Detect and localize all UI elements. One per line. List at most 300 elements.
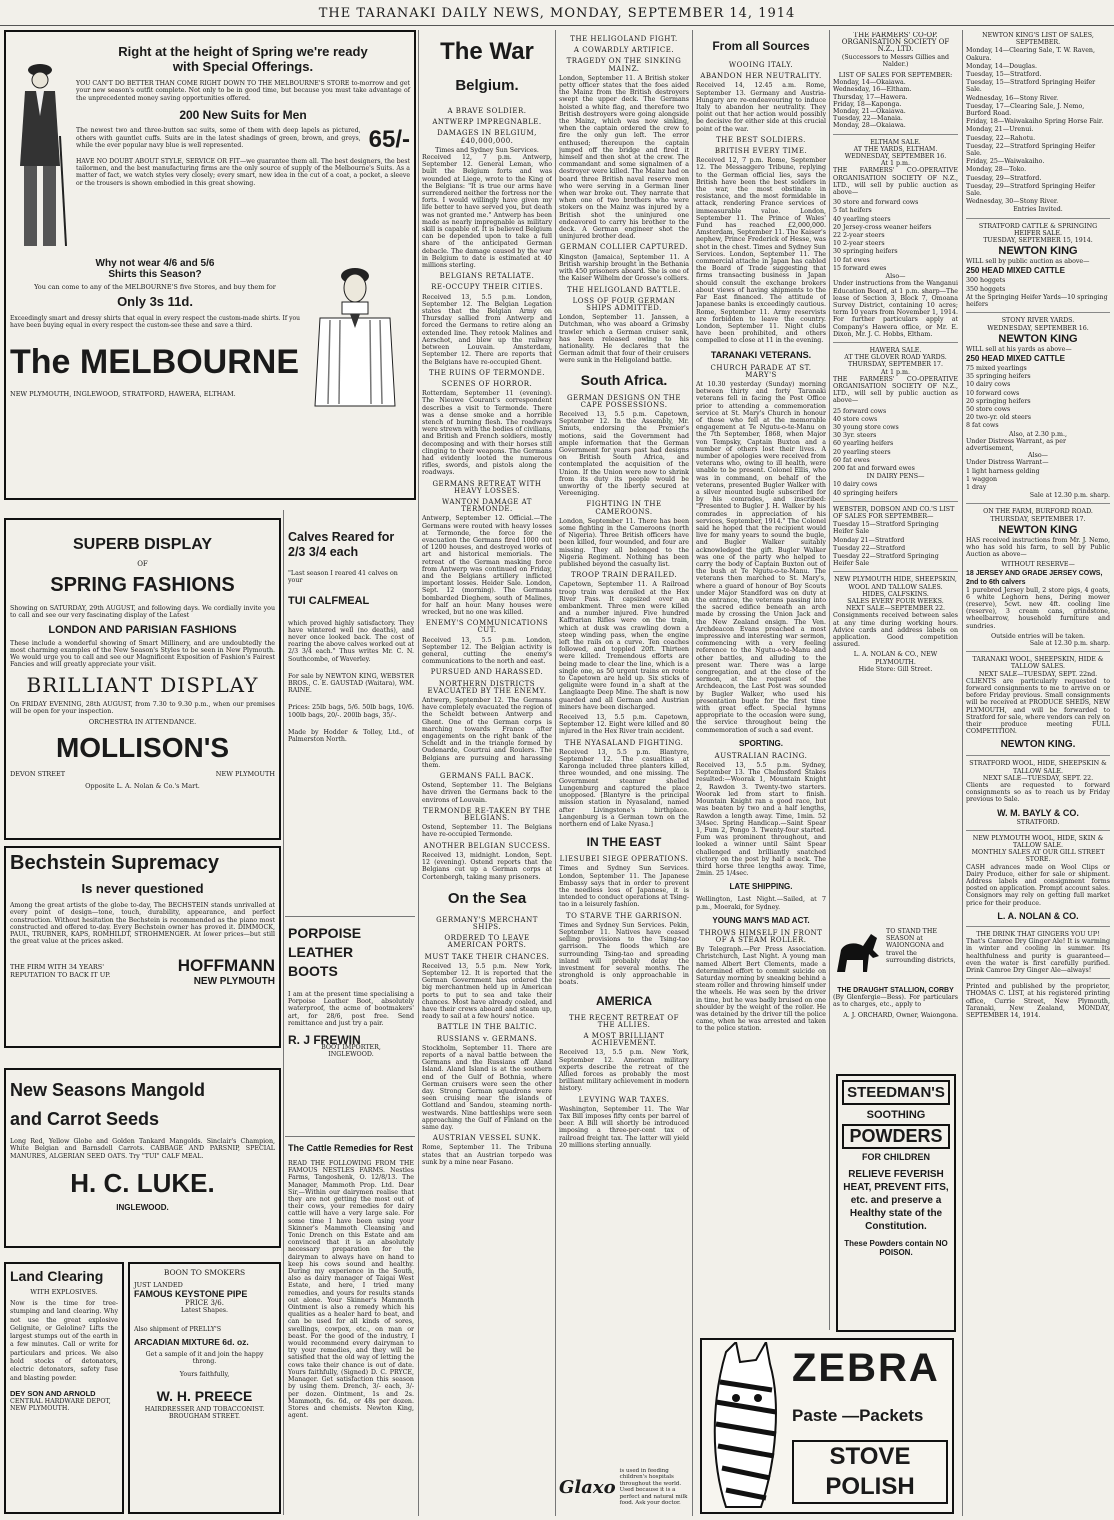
eltham-at: At 1 p.m. xyxy=(881,160,910,168)
war-another: ANOTHER BELGIAN SUCCESS. xyxy=(423,841,551,850)
glaxo-logo: Glaxo xyxy=(559,1476,616,1498)
farm-title: ON THE FARM, BURFORD ROAD. xyxy=(983,508,1093,516)
eltham-also-text: Under instructions from the Wanganui Education Board, at 1 p.m. sharp—The lease of Section 3, Block 7, Omoana Survey District, containing 10 acres; term 10 years from November 1, 1914. For further particulars apply at Company's Hawera office, or Mr. E. Dixon, Mr. J. C. Hobbs, Eltham. xyxy=(833,280,958,338)
frewin-title-3: BOOTS xyxy=(288,963,338,979)
luke-town: INGLEWOOD. xyxy=(116,1202,169,1212)
col3-starve: TO STARVE THE GARRISON. xyxy=(565,911,683,920)
column-5 xyxy=(696,32,826,1322)
bayly-town: STRATFORD. xyxy=(1016,818,1060,826)
stallion-text-2: THE DRAUGHT STALLION, CORBY xyxy=(837,987,954,994)
melbourne-headline-2: with Special Offerings. xyxy=(172,59,314,74)
mollison-town: NEW PLYMOUTH xyxy=(215,770,275,779)
nk-also: Also, at 2.30 p.m., xyxy=(1009,430,1067,438)
shirts-text: You can come to any of the MELBOURNE'S five Stores, and buy them for xyxy=(34,283,276,291)
stock-5: 10 2-year steers xyxy=(833,240,885,248)
war-austrian: AUSTRIAN VESSEL SUNK. xyxy=(432,1134,542,1143)
stock-7: 10 fat ewes xyxy=(833,256,870,264)
col3-liesubei: LIESUBEI SIEGE OPERATIONS. xyxy=(559,855,689,864)
luke-name: H. C. LUKE. xyxy=(70,1167,215,1198)
dairy-0: 10 dairy cows xyxy=(833,481,878,489)
young-heading: YOUNG MAN'S MAD ACT. xyxy=(712,915,810,925)
clearing-depot: CENTRAL HARDWARE DEPOT, NEW PLYMOUTH. xyxy=(10,1397,111,1412)
mollison-street: DEVON STREET xyxy=(10,770,66,779)
col3-body-4: Received 13, 5.5 p.m. Capetown, September 12. In the Assembly, Mr. Smuts, endorsing the Premier's motions, said the Government had ample information that the German Government for years past had designs on British South Africa, and contemplated the acquisition of the Union. If the Union were now to shrink from its duty its people would be unworthy of the liberty secured at Vereeniging. xyxy=(559,410,689,498)
farmers-sale-0: Monday, 14—Okaiawa. xyxy=(833,79,906,87)
hawera-at: At 1 p.m. xyxy=(881,368,910,376)
wool-next: NEXT SALE—TUESDAY, SEPT. 22nd. xyxy=(978,670,1098,678)
col3-body-6: Capetown, September 11. A Railroad troop train was derailed at the Hex River Pass. It capsized over an embankment. Three men were killed and a number injured. Five hundred Kaffrarian Rifles were on the train, which at dusk was crawling down a steep winding pass, when the engine left the rails on a curve. Ten coaches followed, and toppled 20ft. Thirteen were killed. Tremendous efforts are being made to clear the line, which is a single one, as 50 urgent trains en route to Capetown are held up. Six sticks of gelignite were found in a shaft at the Langlaagte Deep Mine. The shaft is now guarded and all German and Austrian miners have been discharged. xyxy=(559,581,689,711)
farm-thu: THURSDAY, SEPTEMBER 17. xyxy=(990,515,1086,523)
clearing-with: WITH EXPLOSIVES. xyxy=(30,1288,98,1296)
nk-without: WITHOUT RESERVE— xyxy=(1001,561,1075,569)
np-wool: NEW PLYMOUTH WOOL, HIDE, SKIN & TALLOW SALE. xyxy=(972,834,1104,850)
war-antwerp: ANTWERP IMPREGNABLE. xyxy=(432,118,542,127)
clearing-body: Now is the time for tree-stumping and land clearing. Why not use the great explosive Gelignite, or Geloline? Lifts the largest stumps out of the earth in a few minutes. Call or write for particulars and prices. We also hold stocks of detonators, electric detonators, safety fuse and blasting powder. xyxy=(10,1300,118,1382)
col3-designs: GERMAN DESIGNS ON THE CAPE POSSESSIONS. xyxy=(566,393,682,409)
nk-outside: Outside entries will be taken. xyxy=(990,632,1086,640)
sources-heading: From all Sources xyxy=(712,39,810,53)
nk-sale-13: Tuesday, 29—Stratford Springing Heifer Sale. xyxy=(966,182,1096,198)
war-body-4: Antwerp, September 12. Official.—The Germans were routed with heavy losses at Termonde, the force for the evacuation the Germans fired 1000 out of 1200 houses, and destroyed works of art and historical memorials. The retreat of the German masking force from Antwerp was continued on Friday, and the Belgians artillery inflicted important losses. Heider Sale. London, Sept. 12 (morning). The Germans bombarded Dieghem, south of Malines, for half an hour. Many houses were wrecked, but no one was killed. xyxy=(422,515,552,616)
preece-title: BOON TO SMOKERS xyxy=(163,1268,246,1277)
preece-also: Also shipment of PRELLY'S xyxy=(134,1326,222,1333)
nk-springer: At the Springing Heifer Yards—10 springing heifers xyxy=(966,293,1108,309)
np-gill: Hide Store: Gill Street. xyxy=(858,665,933,673)
nk-sale-1: Monday, 14—Douglas. xyxy=(966,62,1038,70)
steedman-brand: STEEDMAN'S xyxy=(842,1080,950,1105)
nk-distress-2: Under Distress Warrant— xyxy=(966,459,1049,467)
col3-heligoland: THE HELIGOLAND FIGHT. xyxy=(570,35,678,43)
webster-3: Tuesday 22—Stratford Springing Heifer Sale xyxy=(833,553,939,568)
nk-text-2: WILL sell at his yards as above— xyxy=(966,345,1072,353)
stock-8: 15 forward ewes xyxy=(833,264,887,272)
stock-4: 22 2-year steers xyxy=(833,232,885,240)
np-nolan: L. A. NOLAN & CO., NEW PLYMOUTH. xyxy=(853,651,938,666)
horse-icon xyxy=(833,928,883,984)
bechstein-body: Among the great artists of the globe to-day, The BECHSTEIN stands unrivalled at every point of design—tone, touch, durability, appearance, and perfect construction. Without hesitation the Bechstein is recommended as the piano most constructed and offered to-day. Every Bechstein owner has proved it. DIMMOCK, PAUL, TRUBNER, KAPS, ROMHILDT, STROHMENGER. At lower prices—but still the great value at the prices asked. xyxy=(10,902,275,946)
mollison-orchestra: ORCHESTRA IN ATTENDANCE. xyxy=(88,718,197,727)
shirt-man-illustration xyxy=(300,258,410,408)
nk-sale-3: Tuesday, 15—Stratford Springing Heifer Sale. xyxy=(966,79,1096,94)
nk-mixed-0: 300 hoggets xyxy=(966,277,1006,285)
nk-mixed-1: 350 hoggets xyxy=(966,285,1006,293)
war-body-12: Rome, September 11. The Tribuna states that an Austrian torpedo was sunk by a mine near Fasano. xyxy=(422,1144,552,1166)
bechstein-seller-town: NEW PLYMOUTH xyxy=(193,975,275,987)
np-hide: NEW PLYMOUTH HIDE, SHEEPSKIN, WOOL AND TALLOW SALES. xyxy=(834,576,957,591)
nolan-name: L. A. NOLAN & CO. xyxy=(997,910,1079,921)
col3-levying: LEVYING WAR TAXES. xyxy=(578,1095,670,1104)
preece-ad xyxy=(128,1262,281,1514)
farmers-2: THE FARMERS' CO-OPERATIVE ORGANISATION SOCIETY OF N.Z., LTD., will sell by public auction as above— xyxy=(833,167,958,197)
column-4 xyxy=(559,32,689,1437)
calves-prices: Prices: 25lb bags, 5/6. 50lb bags, 10/6. 100lb bags, 20/-. 200lb bags, 35/-. xyxy=(288,704,414,719)
luke-body: Long Red, Yellow Globe and Golden Tankard Mangolds. Sinclair's Champion, White Belgian and Barnsdell Carrots. CABBAGE AND PARSNIP, SPECIAL MANURES, ALGERIAN SEED OATS. Try "TUI" CALF MEAL. xyxy=(10,1138,275,1160)
bechstein-firm: THE FIRM WITH 34 YEARS' REPUTATION TO BACK IT UP. xyxy=(10,963,111,980)
preece-price: PRICE 3/6. xyxy=(185,1299,224,1307)
war-retaliate: BELGIANS RETALIATE. xyxy=(439,272,535,281)
col3-battle: THE HELIGOLAND BATTLE. xyxy=(566,285,681,294)
mollison-london: LONDON AND PARISIAN FASHIONS xyxy=(48,623,237,636)
sporting-heading: SPORTING. xyxy=(738,738,783,748)
veterans-heading: TARANAKI VETERANS. xyxy=(710,349,812,360)
preece-landed: JUST LANDED xyxy=(134,1281,183,1289)
nk-name-3: NEWTON KING xyxy=(998,523,1078,536)
stock2-7: 200 fat and forward ewes xyxy=(833,464,915,472)
war-pursued: PURSUED AND HARASSED. xyxy=(430,668,544,677)
suits-price: 65/- xyxy=(368,125,410,153)
eltham-wed: WEDNESDAY, SEPTEMBER 16. xyxy=(844,153,947,161)
col3-body-3: London, September 11. Janssen, a Dutchman, who was aboard a Grimsby trawler which a German cruiser sank, has been released owing to his nationality. He declares that the German admit that four of their cruisers were sunk in the Heligoland battle. xyxy=(559,314,689,365)
nk-list2-2: 10 dairy cows xyxy=(966,381,1011,389)
frewin-name: R. J FREWIN xyxy=(288,1033,361,1048)
nk-sale-5: Tuesday, 17—Clearing Sale, J. Nemo, Burford Road. xyxy=(966,102,1085,118)
frewin-town: INGLEWOOD. xyxy=(328,1051,374,1059)
war-merchant: GERMANY'S MERCHANT SHIPS. xyxy=(436,915,538,931)
col4-racing: AUSTRALIAN RACING. xyxy=(714,751,808,760)
mollison-of: OF xyxy=(137,560,148,568)
farmers-list: LIST OF SALES FOR SEPTEMBER: xyxy=(838,72,953,80)
glaxo-text: is used in feeding children's hospitals throughout the world. Used because it is a perfect and natural milk food. Ask your doctor. xyxy=(619,1467,688,1506)
np-next: NEXT SALE—SEPTEMBER 22. xyxy=(845,605,946,613)
col3-body-11: Received 13, 5.5 p.m. New York, September 12. American military experts describe the retreat of the Allied forces as probably the most brilliant military achievement in modern history. xyxy=(559,1049,689,1093)
nk-sale-14: Wednesday, 30—Stony River. xyxy=(966,198,1059,206)
zebra-brand: ZEBRA xyxy=(792,1346,940,1390)
nk-name-2: NEWTON KING xyxy=(998,332,1078,345)
stock-3: 20 Jersey-cross weaner heifers xyxy=(833,223,932,231)
cattle-ad xyxy=(288,1142,414,1514)
war-body-7: Ostend, September 11. The Belgians have driven the Germans back to the environs of Louvain. xyxy=(422,782,552,804)
nk-text-1: WILL sell by public auction as above— xyxy=(966,258,1090,266)
farmers-sale-4: Monday, 21—Okaiawa. xyxy=(833,108,906,116)
stock2-4: 60 yearling heifers xyxy=(833,440,894,448)
col3-body-8: Received 13, 5.5 p.m. Blantyre, September 12. The casualties at Karonga included three planters killed, three wounded, and one missing. The Government steamer shelled Lungenburg and captured the place unopposed. [Blantyre is the principal mission station in Nyasaland, named after Livingstone's birthplace. Langenburg is a German town on the northern end of Lake Nyasa.] xyxy=(559,748,689,828)
col3-body-7: Received 13, 5.5 p.m. Capetown, September 12. Eight were killed and 80 injured in the Hex River train accident. xyxy=(559,714,689,736)
nk-sale-at: Sale at 12.30 p.m. sharp. xyxy=(1029,492,1110,500)
bechstein-subtitle: Is never questioned xyxy=(81,881,204,896)
nk-jersey: 18 JERSEY AND GRADE JERSEY COWS, 2nd to 6th calvers xyxy=(966,569,1103,586)
hawera-glover: AT THE GLOVER ROAD YARDS. xyxy=(844,354,947,362)
war-damages: DAMAGES IN BELGIUM, £40,000,000. xyxy=(437,129,537,145)
nk-sale-8: Tuesday, 22—Rahotu. xyxy=(966,134,1036,142)
zebra-head-icon xyxy=(706,1342,786,1512)
mollison-name: MOLLISON'S xyxy=(55,732,230,764)
war-body-5: Received 13, 5.5 p.m. London, September 12. The Belgian activity is general, cutting the enemy's communications to the north and east. xyxy=(422,636,552,666)
nk-distress: Under Distress Warrant, as per advertisement, xyxy=(966,437,1066,452)
war-termonde: TERMONDE RE-TAKEN BY THE BELGIANS. xyxy=(423,806,551,823)
stock-2: 40 yearling steers xyxy=(833,215,891,223)
america-heading: AMERICA xyxy=(596,993,652,1008)
wool-clients: CLIENTS are particularly requested to forward consignments to me to arrive on or before Friday previous. Small consignments will be received at PRODUCE SHEDS, NEW PLYMOUTH, and will be forwarded to Stratford for sale, where vendors can rely on their produce meeting FULL COMPETITION. xyxy=(966,677,1110,736)
frewin-ad xyxy=(288,924,414,1094)
zebra-ad xyxy=(700,1338,954,1514)
calves-quote: "Last season I reared 41 calves on your xyxy=(288,570,398,585)
col3-cowardly: A COWARDLY ARTIFICE. xyxy=(573,46,675,55)
service-text: HAVE NO DOUBT ABOUT STYLE, SERVICE OR FIT—we guarantee them all. The best designers, the best tailormen, and the best manufacturing firms are the only source of supply of the Melbourne's Suits. As a matter of fact, we watch styles very closely; every smart, new idea in the cut of a coat, a pocket, a sleeve or the trousers is shown embodied in this great showing. xyxy=(76,157,410,187)
mollison-evening: On FRIDAY EVENING, 28th AUGUST, from 7.30 to 9.30 p.m., when our premises will be open for your inspection. xyxy=(10,700,275,716)
hawera-sale: HAWERA SALE. xyxy=(869,346,922,354)
col4-time: BRITISH EVERY TIME. xyxy=(714,147,808,156)
nk-sale-6: Friday, 18—Waiwakaiho Spring Horse Fair. xyxy=(966,118,1104,126)
col3-body-2: Kingston (Jamaica), September 11. A British warship brought in the Bethania with 450 prisoners aboard. She is one of the Kaiser Wilhelm der Grosse's colliers. xyxy=(559,253,689,283)
nk-sale-0: Monday, 14—Clearing Sale, T. W. Raven, Oakura. xyxy=(966,47,1095,62)
preece-yours: Yours faithfully, xyxy=(179,1371,230,1378)
nk-list2-7: 8 fat cows xyxy=(966,422,999,430)
suits-heading: 200 New Suits for Men xyxy=(179,107,307,122)
farmers-title: THE FARMERS' CO-OP. ORGANISATION SOCIETY OF N.Z., LTD. xyxy=(841,32,950,54)
melbourne-brand: The MELBOURNE xyxy=(10,343,299,381)
col4-body-5: Wellington, Last Night.—Sailed, at 7 p.m., Moeraki, for Sydney. xyxy=(696,896,826,911)
webster-0: Tuesday 15—Stratford Springing Heifer Sale xyxy=(833,521,939,536)
stock-0: 30 store and forward cows xyxy=(833,199,919,207)
war-column xyxy=(422,32,552,1514)
nk-name-4: NEWTON KING. xyxy=(1000,739,1076,751)
nk-also-2: Also— xyxy=(1028,452,1048,460)
clearing-name: DEY SON AND ARNOLD xyxy=(10,1388,96,1398)
stratford-title: STRATFORD CATTLE & SPRINGING HEIFER SALE. xyxy=(978,222,1098,237)
col3-body-5: London, September 11. There has been some fighting in the Cameroons (north of Nigeria). Three British officers have been killed, four wounded, and four are missing. They all belonged to the Nigeria Regiment. Nothing has been published beyond the casualty list. xyxy=(559,517,689,568)
mollison-title-2: SPRING FASHIONS xyxy=(50,574,235,596)
melbourne-headline-1: Right at the height of Spring we're ready xyxy=(118,44,368,59)
col3-troop: TROOP TRAIN DERAILED. xyxy=(570,571,678,580)
clearing-ad xyxy=(4,1262,124,1514)
stallion-orchard: A. J. ORCHARD, Owner, Waiongona. xyxy=(843,1011,958,1019)
zebra-polish: STOVE POLISH xyxy=(792,1440,948,1504)
mollison-ad xyxy=(4,518,281,840)
cattle-body: READ THE FOLLOWING FROM THE FAMOUS NESTLES FARMS. Nestles Farms, Tangoshenk, O. 12/8/13. The Manager, Mammoth Prop. Ltd. Dear Sir,—Within our dairymen realise that they are not getting the most out of their cows, your remedies for dairy cattle will have a very large sale. For some time I have been using your Skinner's Mammoth Cleansing and Tonic Drench on this Estate and am convinced that it is an absolutely necessary preparation for the dairyman to always have on hand to keep his cows sound and healthy. During my experience in the South, also as dairy manager of Taigai West Estate, and here, I tried many remedies, and yours for results stands out alone. Your Skinner's Mammoth Ointment is also a remedy which his qualities as a healer hard to beat, and can be used for all kinds of sores, swellings, cowpox, etc., on man or beast. For the good of the industry, I would recommend every dairyman to try your remedies, and they will be satisfied that the old way of letting the cows take their chance is out of date. Yours faithfully, (Signed) D. C. PRYCE, Manager. Get satisfaction this season by using them. Drench, 3/- each, 3/- per dozen. Ointment, 1s and 2s. Mammoth, 6s. 6d., or 48s per dozen. Stores and chemists. Newton King, agent. xyxy=(288,1160,414,1420)
stock2-1: 40 store cows xyxy=(833,415,878,423)
nk-dw-2: 1 dray xyxy=(966,483,987,491)
nk-list2-3: 10 forward cows xyxy=(966,389,1020,397)
suits-text: The newest two and three-button sac suits, some of them with deep lapels as pictured, others with gauntlet cuffs. Suits are in the latest shadings of green, brown, and greys, while the ever popular navy blue is well represented. xyxy=(76,127,361,150)
war-horror: SCENES OF HORROR. xyxy=(441,379,533,388)
war-body-3: Rotterdam, September 11 (evening). The Nieuwe Courant's correspondent describes a visit to Termonde. There was a dense smoke and a horrible stench of burning flesh. The roadways were strewn with the bodies of civilians, and British and French soldiers, mostly decomposing and with their horses still clinging to their weapons. The Germans had evidently looted the numerous rifles, swords, and pistols along the roadways. xyxy=(422,390,552,477)
war-recoupy: RE-OCCUPY THEIR CITIES. xyxy=(431,283,543,292)
nk-list2-1: 35 springing heifers xyxy=(966,373,1031,381)
farmers-sale-1: Wednesday, 16—Eltham. xyxy=(833,86,912,94)
steedman-children: FOR CHILDREN xyxy=(862,1152,930,1162)
webster-2: Tuesday 22—Stratford xyxy=(833,544,906,552)
stock-1: 5 fat heifers xyxy=(833,207,872,215)
preece-pipe: FAMOUS KEYSTONE PIPE xyxy=(134,1289,248,1299)
col3-body-1: London, September 11. A British stoker petty officer states that the foes aided the Mainz from the British destroyers swept the upper deck. The Germans hoisted a white flag, and therefore two British destroyers were going alongside the Mainz, which was now sinking, when the captain ordered the crew to fire the only gun left. The error enthused; thereupon the captain jumped off the bridge and fired it himself and then shot at the crew. The commandant and some signalmen of a destroyer were killed. The Mainz had on board three British naval reserve men who were serving in a German liner when war broke out. They narrate that when one of two brothers who were stokers on the Mainz was injured by a British shot the uninjured one endeavored to carry his brother to the deck. A German engineer shot the uninjured brother dead. xyxy=(559,74,689,241)
calves-sale: For sale by NEWTON KING, WEBSTER BROS., C. E. GAUSTAD (Waitara), WM. RAINE. xyxy=(288,672,414,695)
nk-sale-2: Tuesday, 15—Stratford. xyxy=(966,71,1042,79)
war-brave: A BRAVE SOLDIER. xyxy=(447,107,527,115)
column-7 xyxy=(966,32,1110,1512)
col3-body-12: Washington, September 11. The War Tax Bill imposes fifty cents per barrel of beer. A Bill will shortly be introduced imposing a three-per-cent tax of railroad freight tax. The latter will yield 20 millions sterling annually. xyxy=(559,1105,689,1149)
war-russians: RUSSIANS v. GERMANS. xyxy=(436,1034,538,1043)
war-body-10: Received 13, 5.5 p.m. New York, September 12. It is reported that the German Government has ordered the big merchantmen held up in American ports to put to sea and take their chances. Most have already coaled, and have their crews aboard and steam up, ready to sail at a few hours' notice. xyxy=(422,962,552,1021)
farmers-sale-6: Monday, 28—Okaiawa. xyxy=(833,122,906,130)
col4-body-6: By Telegraph.—Per Press Association. Christchurch, Last Night. A young man named Albert Bert Clements, made a determined effort to commit suicide on Saturday morning by sneaking behind a steam roller and throwing himself under the wheels. He was seen by the driver in time, but he was badly bruised on one shoulder by the weight of the roller. He was detained by the driver till the police came, when he was arrested and taken to the police station. xyxy=(696,946,826,1033)
drink-text: That's Camroe Dry Ginger Ale! It is warming in winter and cooling in summer. Its healthfulness and purity is guaranteed—even the water is first carefully purified. Drink Camroe Dry Ginger Ale—always! xyxy=(966,938,1110,974)
mollison-brilliant: BRILLIANT DISPLAY xyxy=(26,672,259,697)
col3-loss: LOSS OF FOUR GERMAN SHIPS ADMITTED. xyxy=(572,296,676,312)
bechstein-ad xyxy=(4,846,281,1048)
col4-body-4: Received 13, 5.5 p.m. Sydney, September 13. The Chelmsford Stakes resulted:—Woorak 1, Mountain Knight 2, Rawdon 3. Twenty-two starters. Woorak led from start to finish. Mountain Knight ran a good race, but was beaten by two and a half lengths, Rawdon a length away. Time, 1min. 52 3/4sec. Spring Handicap.—Saint Spear 1, Fum 2, Pongo 3. Twenty-four started. Fum was prominent throughout, and looked a winner until Saint Spear challenged and brilliantly snatched victory on the post by half a neck. The third horse three lengths away. Time, 2min. 25 1/4sec. xyxy=(696,762,826,878)
bechstein-seller: HOFFMANN xyxy=(177,955,275,975)
nk-sale-at-2: Sale at 12.30 p.m. sharp. xyxy=(1029,640,1110,647)
war-body-6: Antwerp, September 12. The Germans have completely evacuated the region of the Scheldt between Antwerp and Ghent. One of the German corps is marching towards France after engagements on the right bank of the Scheldt and in the triangle formed by Oudenarde, Courtrai and Roulers. The Belgians are pursuing and harassing them. xyxy=(422,697,552,769)
nk-head-250: 250 HEAD MIXED CATTLE xyxy=(966,353,1065,363)
col4-body-1: Received 14, 12.45 a.m. Rome, September 13. Germany and Austria-Hungary are re-endeavouring to induce Italy to abandon her neutrality. They point out that her action would possibly be decisive for either side at this crucial point of the war. xyxy=(696,82,826,133)
eltham-also: Also— xyxy=(885,273,906,281)
preece-name: W. H. PREECE xyxy=(156,1388,253,1404)
glaxo-ad xyxy=(559,1462,689,1512)
col3-body-9: Times and Sydney Sun Services. London, September 11. The Japanese Embassy says that in order to prevent the needless loss of Japanese, it is intended to conduct operations at Tsing-tao in a leisurely fashion. xyxy=(559,865,689,909)
steedman-soothing: SOOTHING xyxy=(866,1109,926,1121)
melbourne-stores: NEW PLYMOUTH, INGLEWOOD, STRATFORD, HAWERA, ELTHAM. xyxy=(10,390,236,398)
steedman-relieve: RELIEVE FEVERISH HEAT, PREVENT FITS, etc. and preserve a Healthy state of the Constitution. xyxy=(843,1169,949,1232)
nk-list2-4: 20 springing heifers xyxy=(966,397,1031,405)
bechstein-title: Bechstein Supremacy xyxy=(10,852,219,874)
calves-body: which proved highly satisfactory. They have wintered well (no deaths), and never once looked back. The cost of rearing the above calves worked out at 2/3 3/4 each." Thus writes Mr. C. N. Southcombe, of Waverley. xyxy=(288,619,414,663)
col4-abandon: ABANDON HER NEUTRALITY. xyxy=(700,72,822,81)
stratford-next: NEXT SALE—TUESDAY, SEPT. 22. xyxy=(982,774,1094,782)
nk-mixed: 250 HEAD MIXED CATTLE xyxy=(966,266,1065,276)
suit-man-illustration xyxy=(10,56,70,256)
war-ruins: THE RUINS OF TERMONDE. xyxy=(428,368,546,377)
stock2-5: 20 yearling steers xyxy=(833,448,891,456)
nk-sale-9: Tuesday, 22—Stratford Springing Heifer Sale. xyxy=(966,142,1096,158)
east-heading: IN THE EAST xyxy=(586,835,662,850)
nk-list-title: NEWTON KING'S LIST OF SALES, SEPTEMBER. xyxy=(982,32,1094,47)
np-monthly: MONTHLY SALES AT OUR GILL STREET STORE. xyxy=(971,849,1105,864)
dairy-1: 40 springing heifers xyxy=(833,489,898,497)
col4-body-2: Received 12, 7 p.m. Rome, September 12. The Messaggero Tribune, replying to the German official lies, says the British have been the best soldiers in the war, the most obstinate in resistance, and the most formidable in attack, rendering France services of immeasurable value. London, September 11. The Prince of Wales' Fund has reached £2,000,000. Amsterdam, September 11. The Kaiser's nephew, Prince Frederick of Hesse, was shot in the chest. Times and Sydney Sun Services. London, September 11. The commercial attache in Japan has cabled the Board of Trade suggesting that firms transacting business in Japan should consult the exchange brokers about views of having shipments to the Far East financed. The attitude of Japanese banks is exceedingly cautious. Rome, September 11. Army reservists are forbidden to leave the country. London, September 11. Night clubs have been prohibited, and others compelled to close at 11 in the evening. xyxy=(696,157,826,345)
frewin-title-1: PORPOISE xyxy=(288,925,362,941)
zebra-paste: Paste —Packets xyxy=(792,1406,924,1425)
war-enemy: ENEMY'S COMMUNICATIONS CUT. xyxy=(425,619,549,635)
mollison-opposite: Opposite L. A. Nolan & Co.'s Mart. xyxy=(85,782,200,791)
war-retreat: GERMANS RETREAT WITH HEAVY LOSSES. xyxy=(432,479,542,495)
war-body-8: Ostend, September 11. The Belgians have re-occupied Termonde. xyxy=(422,824,552,839)
nk-sale-7: Monday, 21—Urenui. xyxy=(966,126,1034,134)
melbourne-intro: YOU CAN'T DO BETTER THAN COME RIGHT DOWN TO THE MELBOURNE'S STORE to-morrow and get your new season's outfit complete. Not only to be in good time, but because you must take advantage of the unprecedented money saving opportunities offered. xyxy=(76,80,410,102)
stallion-ad xyxy=(833,928,958,1068)
nk-entries: Entries Invited. xyxy=(1013,206,1063,214)
col3-collier: GERMAN COLLIER CAPTURED. xyxy=(560,243,688,252)
col3-recent: THE RECENT RETREAT OF THE ALLIES. xyxy=(568,1013,680,1029)
calves-ad xyxy=(288,530,414,900)
frewin-role: BOOT IMPORTER, xyxy=(321,1044,381,1052)
nk-dw-1: 1 waggon xyxy=(966,475,998,483)
shirts-price: Only 3s 11d. xyxy=(117,294,193,309)
stratford-tue: TUESDAY, SEPTEMBER 15, 1914. xyxy=(983,237,1093,245)
bayly-name: W. M. BAYLY & CO. xyxy=(997,807,1079,818)
np-cash: CASH advances made on Wool Clips or Dairy Produce, either for sale or shipment. Address labels and consignment forms posted on application. Prompt account sales. Consignors may rely on getting full market price for their produce. xyxy=(966,863,1110,907)
cattle-title: The Cattle Remedies for Rest xyxy=(288,1143,414,1153)
farmers-sale-2: Thursday, 17—Hawera. xyxy=(833,93,908,101)
masthead: THE TARANAKI DAILY NEWS, MONDAY, SEPTEMBER 14, 1914 xyxy=(0,0,1114,26)
nk-farm-text: 1 purebred Jersey bull, 2 store pigs, 4 goats, 6 white Leghorn hens, Dering mower (reserve), 5cwt. new 4ft. cooling line (reserve), 3 cream cans, grindstone, wheelbarrow, household furniture and sundries. xyxy=(966,586,1110,630)
stock2-0: 25 forward cows xyxy=(833,407,887,415)
stony-wed: WEDNESDAY, SEPTEMBER 16. xyxy=(987,324,1089,332)
calves-title: Calves Reared for 2/3 3/4 each xyxy=(288,530,395,559)
preece-street: BROUGHAM STREET. xyxy=(168,1413,241,1420)
preece-mixture: ARCADIAN MIXTURE 6d. oz. xyxy=(134,1337,249,1347)
col3-body-10: Times and Sydney Sun Services. Pekin, September 11. Natives have ceased selling provisions to the Tsing-tao garrison. The floods which are surrounding Tsing-tao and spreading inland will probably delay the investment for several months. The stronghold is only approachable in boats. xyxy=(559,921,689,987)
stony-yards: STONY RIVER YARDS. xyxy=(1001,317,1075,325)
clearing-title: Land Clearing xyxy=(10,1268,104,1284)
war-northern: NORTHERN DISTRICTS EVACUATED BY THE ENEMY. xyxy=(427,679,547,695)
calves-maker: Made by Hodder & Tolley, Ltd., of Palmerston North. xyxy=(288,728,414,744)
farmers-successors: (Successors to Messrs Gillies and Nalder.) xyxy=(841,53,950,68)
nk-sale-4: Wednesday, 16—Stony River. xyxy=(966,94,1059,102)
frewin-body: I am at the present time specialising a Porpoise Leather Boot, absolutely waterproof, the acme of bootmakers' art, for 28/6, post free. Send remittance and just try a pair. xyxy=(288,991,414,1027)
stock2-2: 30 young store cows xyxy=(833,423,899,431)
melbourne-ad xyxy=(4,30,416,500)
nk-dw-0: 1 light harness gelding xyxy=(966,467,1040,475)
shirts-question-2: Shirts this Season? xyxy=(108,269,202,280)
war-chances: MUST TAKE THEIR CHANCES. xyxy=(424,952,550,961)
webster-title: WEBSTER, DOBSON AND CO.'S LIST OF SALES FOR SEPTEMBER— xyxy=(833,505,955,520)
col3-cameroons: FIGHTING IN THE CAMEROONS. xyxy=(586,500,662,516)
hawera-thu: THURSDAY, SEPTEMBER 17. xyxy=(847,361,944,369)
war-fall: GERMANS FALL BACK. xyxy=(439,772,535,781)
frewin-title-2: LEATHER xyxy=(288,944,354,960)
africa-heading: South Africa. xyxy=(580,371,668,388)
war-body-1: Received 12, 7 p.m. Antwerp, September 12. General Leman, who built the Belgium forts and was wounded at Liege, wrote to the King of the Belgians: "It is true our arms have surrendered neither the fortress nor the forts. I would willingly have given my life better to have served you, but death was not granted me." Antwerp has been made as nearly impregnable as military skill is capable of. It is believed Belgium can be depended upon to take a full share of the anticipated German debacle. The damage caused by the war in Belgium to date is estimated at 40 millions sterling. xyxy=(422,154,552,270)
nk-sale-11: Monday, 28—Toko. xyxy=(966,166,1027,174)
np-next-text: Consignments received between sales at any time during working hours. Advice cards and address labels on application. Good competition assured. xyxy=(833,612,958,649)
calves-product: TUI CALFMEAL xyxy=(288,595,370,608)
steedman-powders: POWDERS xyxy=(842,1124,950,1149)
shipping-heading: LATE SHIPPING. xyxy=(729,882,793,892)
preece-trade: HAIRDRESSER AND TOBACCONIST. xyxy=(144,1406,265,1413)
stallion-text-1: TO STAND THE SEASON at WAIONGONA and travel the surrounding districts, xyxy=(886,928,956,964)
steedman-opium: These Powders contain NO POISON. xyxy=(844,1239,948,1257)
nk-sale-12: Tuesday, 29—Stratford. xyxy=(966,174,1042,182)
col4-wooing: WOOING ITALY. xyxy=(728,61,794,69)
war-wanton: WANTON DAMAGE AT TERMONDE. xyxy=(442,497,532,514)
stratford-wool: STRATFORD WOOL, HIDE, SHEEPSKIN & TALLOW SALE. xyxy=(969,760,1107,775)
stock-6: 30 springing heifers xyxy=(833,248,898,256)
preece-shapes: Latest Shapes. xyxy=(180,1307,229,1314)
nk-sale-10: Friday, 25—Waiwakaiho. xyxy=(966,158,1045,166)
preece-sample: Get a sample of it and join the happy throng. xyxy=(145,1351,264,1365)
col4-body-3: At 10.30 yesterday (Sunday) morning between thirty and forty Taranaki veterans fell in facing the Post Office prior to attending a commemoration service at St. Mary's Church in honour of those who fell at the memorable engagement at Te Ngutu-o-te-Manu on the 7th September, 1868, when Major von Tempsky, Captain Buxton and a number of others lost their lives. A number of apologies were received from veterans who, owing to ill health, were unable to be present. Colonel Ellis, who was in command, on behalf of the veterans, presented Bugler Walker with a silver mounted bugle subscribed for by his comrades, and inscribed: "Presented to Bugler J. H. Walker by his comrades in appreciation of his services, September, 1914." The Colonel said he hoped that the recipient would live for many years to sound the bugle, and Bugler Walker suitably acknowledged the gift. Bugler Walker was one of the party who helped to carry the body of Captain Buxton out of the bush at Te Ngutu-o-te-Manu. The veterans then marched to St. Mary's, where a guard of honour of Boy Scouts under Major Standford was on duty at the entrance, the veterans passing into the sacred edifice beneath an arch made by crossing the Union Jack and the New Zealand ensign. The Ven. Archdeacon Evans preached a most impressive and interesting war sermon, commencing with a very feeling reference to the Ngutu-o-te-Manu and other battles, and alluding to the present war. There was a large congregation, and at the close of the sermon, at the request of the Archdeacon, the Last Post was sounded by Bugler Walker, who used his presentation bugle for the first time with great effect. Special hymns appropriate to the occasion were sung, the service throughout being the commemoration of such a sad event. xyxy=(696,380,826,734)
war-body-11: Stockholm, September 11. There are reports of a naval battle between the Germans and the Russians off Aland Island. Aland Island is at the southern end of the Gulf of Bothnia, where German cruisers were seen the other day. Strong German squadrons were seen cruising near the islands of Gottland and Sandou, steaming north-westwards. Nine battleships were seen approaching the Gulf of Finland on the same day. xyxy=(422,1044,552,1131)
nk-name-1: NEWTON KING xyxy=(998,245,1078,258)
col4-parade: CHURCH PARADE AT ST. MARY'S xyxy=(710,363,812,379)
nk-text-3: HAS received instructions from Mr. J. Nemo, who has sold his farm, to sell by Public Auction as above— xyxy=(966,536,1110,559)
col3-tragedy: TRAGEDY ON THE SINKING MAINZ. xyxy=(566,57,682,73)
mollison-showing: Showing on SATURDAY, 29th AUGUST, and following days. We cordially invite you to call and see our very fascinating display of the Latest xyxy=(10,605,275,620)
luke-title-1: New Seasons Mangold xyxy=(10,1080,206,1100)
war-title: The War xyxy=(440,38,534,65)
war-ordered: ORDERED TO LEAVE AMERICAN PORTS. xyxy=(444,934,530,950)
farmers-sale-5: Tuesday, 22—Manaia. xyxy=(833,115,903,123)
war-body-2: Received 13, 5.5 p.m. London, September 12. The Belgian Legation states that the Belgian Army on Thursday sallied from Antwerp and forced the Germans to retire along an extended line. They retook Malines and Aerschot, and blew up the railway between Louvain. Amsterdam, September 12. There are reports that the Belgians have re-occupied Ghent. xyxy=(422,293,552,366)
col3-brilliant: A MOST BRILLIANT ACHIEVEMENT. xyxy=(583,1031,665,1048)
stallion-text-3: (By Glenfergie—Bess). For particulars as to charges, etc., apply to xyxy=(833,994,958,1009)
war-services: Times and Sydney Sun Services. xyxy=(435,146,539,154)
luke-ad xyxy=(4,1068,281,1248)
mollison-title-1: SUPERB DISPLAY xyxy=(73,536,212,553)
belgium-heading: Belgium. xyxy=(455,77,519,94)
column-6 xyxy=(833,32,958,842)
mollison-body: These include a wonderful showing of Smart Millinery, and are undoubtedly the most charming examples of the New Season's Styles to be seen in New Plymouth. We would urge you to call and see our Magnificent Exposition of Fashion's Fairest Fancies and will greatly appreciate your visit. xyxy=(10,639,275,669)
wool-title: TARANAKI WOOL, SHEEPSKIN, HIDE & TALLOW SALES. xyxy=(972,656,1104,671)
np-hides: HIDES, CALFSKINS. xyxy=(862,590,929,598)
farmers-3: THE FARMERS' CO-OPERATIVE ORGANISATION SOCIETY OF N.Z., LTD., will sell by public auction as above— xyxy=(833,375,958,405)
stock2-6: 60 fat ewes xyxy=(833,456,870,464)
war-body-9: Received 13, midnight. London, Sept. 12 (evening). Ostend reports that the Belgians cut up a German corps at Cortenbergh, taking many prisoners. xyxy=(422,851,552,881)
drink-title: THE DRINK THAT GINGERS YOU UP! xyxy=(976,930,1100,938)
luke-title-2: and Carrot Seeds xyxy=(10,1109,160,1129)
steedman-ad xyxy=(836,1074,956,1332)
